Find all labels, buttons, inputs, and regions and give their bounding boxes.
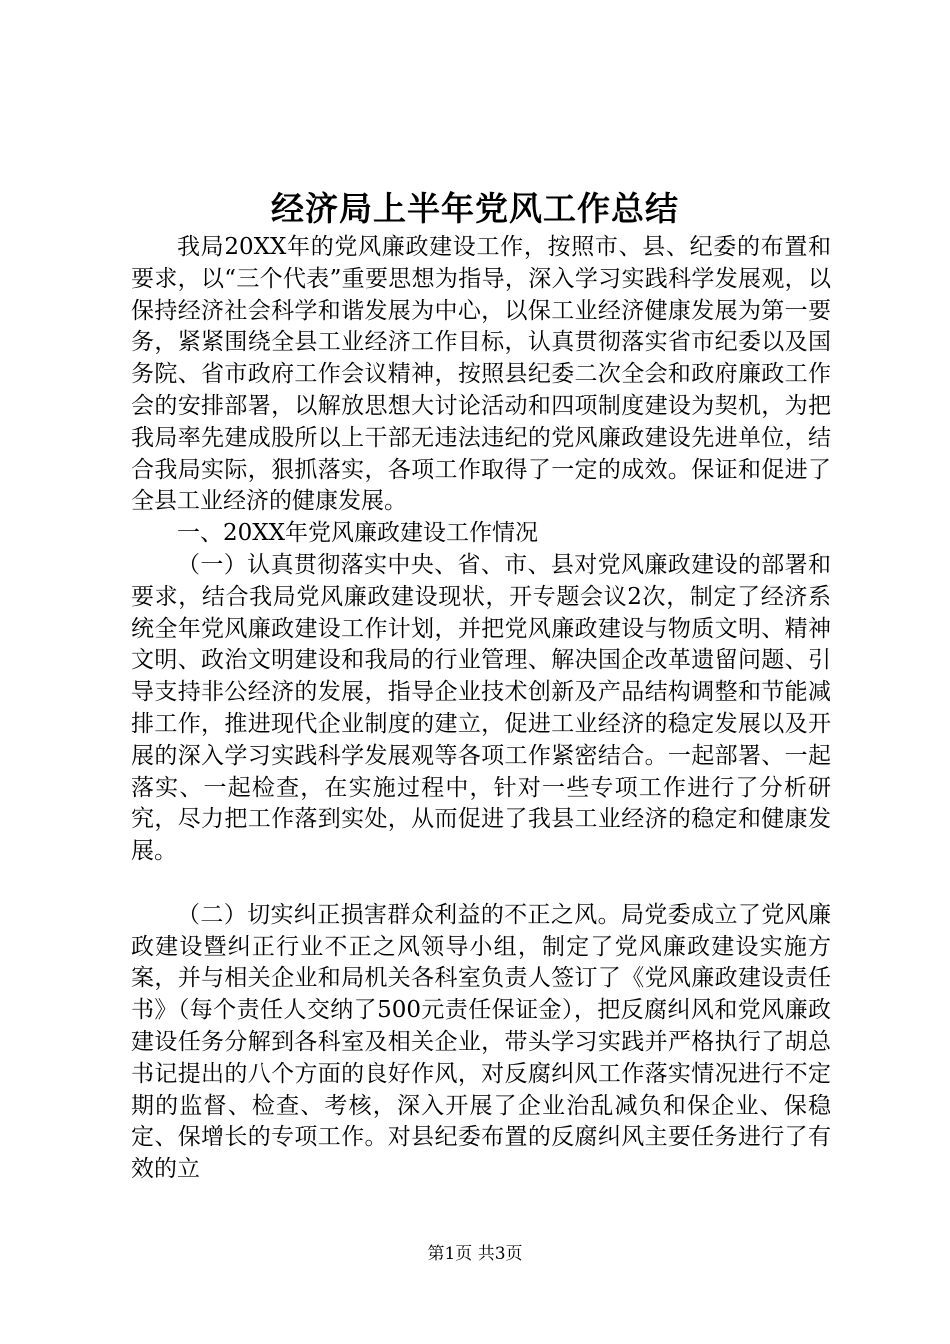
page-number: 第1页 共3页 bbox=[427, 1244, 523, 1264]
paragraph-intro: 我局20XX年的党风廉政建设工作，按照市、县、纪委的布置和要求，以“三个代表”重要思想为指导，深入学习实践科学发展观，以保持经济社会科学和谐发展为中心，以保工业经济健康发展为第一要务，紧紧围绕全县工业经济工作目标，认真贯彻落实省市纪委以及国务院、省市政府工作会议精神，按照县纪委二次全会和政府廉政工作会的安排部署，以解放思想大讨论活动和四项制度建设为契机，为把我局率先建成股所以上干部无违法违纪的党风廉政建设先进单位，结合我局实际，狠抓落实，各项工作取得了一定的成效。保证和促进了全县工业经济的健康发展。 bbox=[131, 234, 831, 515]
section-heading: 一、20XX年党风廉政建设工作情况 bbox=[177, 520, 539, 547]
document-title: 经济局上半年党风工作总结 bbox=[271, 189, 679, 228]
document-body bbox=[131, 232, 831, 1186]
paragraph-item-2: （二）切实纠正损害群众利益的不正之风。局党委成立了党风廉政建设暨纠正行业不正之风领导小组，制定了党风廉政建设实施方案，并与相关企业和局机关各科室负责人签订了《党风廉政建设责任书》（每个责任人交纳了500元责任保证金），把反腐纠风和党风廉政建设任务分解到各科室及相关企业，带头学习实践并严格执行了胡总书记提出的八个方面的良好作风，对反腐纠风工作落实情况进行不定期的监督、检查、考核，深入开展了企业治乱减负和保企业、保稳定、保增长的专项工作。对县纪委布置的反腐纠风主要任务进行了有效的立 bbox=[131, 901, 831, 1183]
paragraph-item-1: （一）认真贯彻落实中央、省、市、县对党风廉政建设的部署和要求，结合我局党风廉政建设现状，开专题会议2次，制定了经济系统全年党风廉政建设工作计划，并把党风廉政建设与物质文明、精神文明、政治文明建设和我局的行业管理、解决国企改革遗留问题、引导支持非公经济的发展，指导企业技术创新及产品结构调整和节能减排工作，推进现代企业制度的建立，促进工业经济的稳定发展以及开展的深入学习实践科学发展观等各项工作紧密结合。一起部署、一起落实、一起检查，在实施过程中，针对一些专项工作进行了分析研究，尽力把工作落到实处，从而促进了我县工业经济的稳定和健康发展。 bbox=[131, 551, 831, 865]
